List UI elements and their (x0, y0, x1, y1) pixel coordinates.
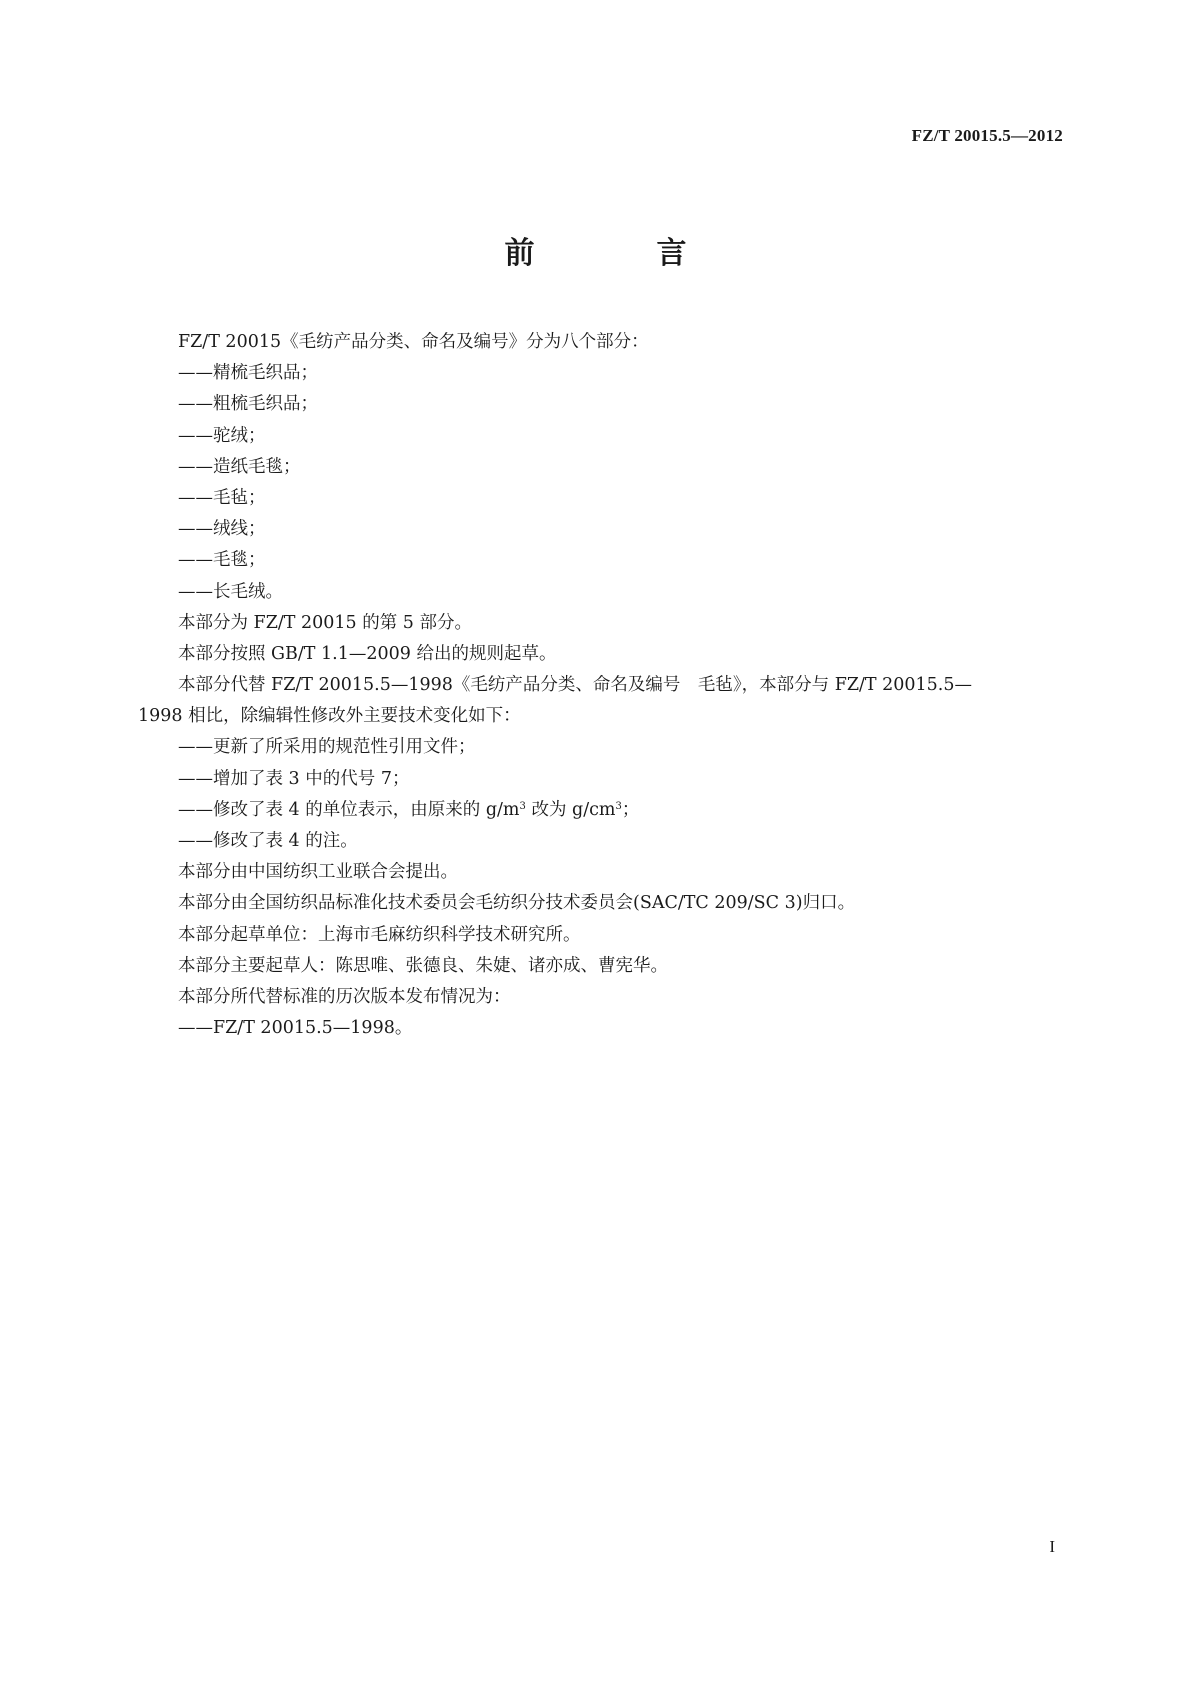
list-item: ——精梳毛织品； (178, 363, 318, 384)
list-item: ——毛毡； (178, 487, 266, 508)
change-text-start: ——修改了表 4 的单位表示，由原来的 g/m (178, 799, 520, 820)
page-number: I (1049, 1537, 1055, 1556)
list-item: ——驼绒； (178, 425, 266, 446)
list-item: ——长毛绒。 (178, 581, 283, 602)
change-item: ——增加了表 3 中的代号 7； (178, 768, 410, 789)
change-item (138, 795, 1063, 826)
replacement-statement-line-1: 本部分代替 FZ/T 20015.5—1998《毛纺产品分类、命名及编号 毛毡》，本部分与 FZ/T 20015.5— (178, 675, 973, 696)
history-intro: 本部分所代替标准的历次版本发布情况为： (178, 986, 511, 1007)
standard-code: FZ/T 20015.5—2012 (911, 126, 1063, 145)
proposer-statement: 本部分由中国纺织工业联合会提出。 (178, 862, 458, 883)
list-item: ——粗梳毛织品； (178, 394, 318, 415)
page-title: 前 言 (504, 236, 733, 271)
intro-paragraph: FZ/T 20015《毛纺产品分类、命名及编号》分为八个部分： (178, 332, 649, 352)
document-body (138, 327, 1063, 1044)
history-item: ——FZ/T 20015.5—1998。 (178, 1018, 413, 1039)
list-item: ——毛毯； (178, 550, 266, 571)
jurisdiction-statement: 本部分由全国纺织品标准化技术委员会毛纺织分技术委员会(SAC/TC 209/SC 3)归口。 (178, 893, 856, 914)
change-text-end: ； (621, 799, 640, 820)
change-text-middle: 改为 g/cm (525, 799, 616, 820)
part-statement: 本部分为 FZ/T 20015 的第 5 部分。 (178, 612, 472, 633)
change-item: ——修改了表 4 的注。 (178, 831, 358, 851)
drafting-rule-statement: 本部分按照 GB/T 1.1—2009 给出的规则起草。 (178, 643, 557, 664)
drafters-statement: 本部分主要起草人：陈思唯、张德良、朱婕、诸亦成、曹宪华。 (178, 955, 668, 976)
replacement-statement-line-2: 1998 相比，除编辑性修改外主要技术变化如下： (138, 706, 521, 727)
superscript: 3 (519, 800, 526, 812)
list-item: ——绒线； (178, 519, 266, 540)
list-item: ——造纸毛毯； (178, 456, 301, 477)
change-item: ——更新了所采用的规范性引用文件； (178, 737, 476, 758)
superscript: 3 (615, 800, 622, 812)
drafting-unit-statement: 本部分起草单位：上海市毛麻纺织科学技术研究所。 (178, 924, 581, 945)
